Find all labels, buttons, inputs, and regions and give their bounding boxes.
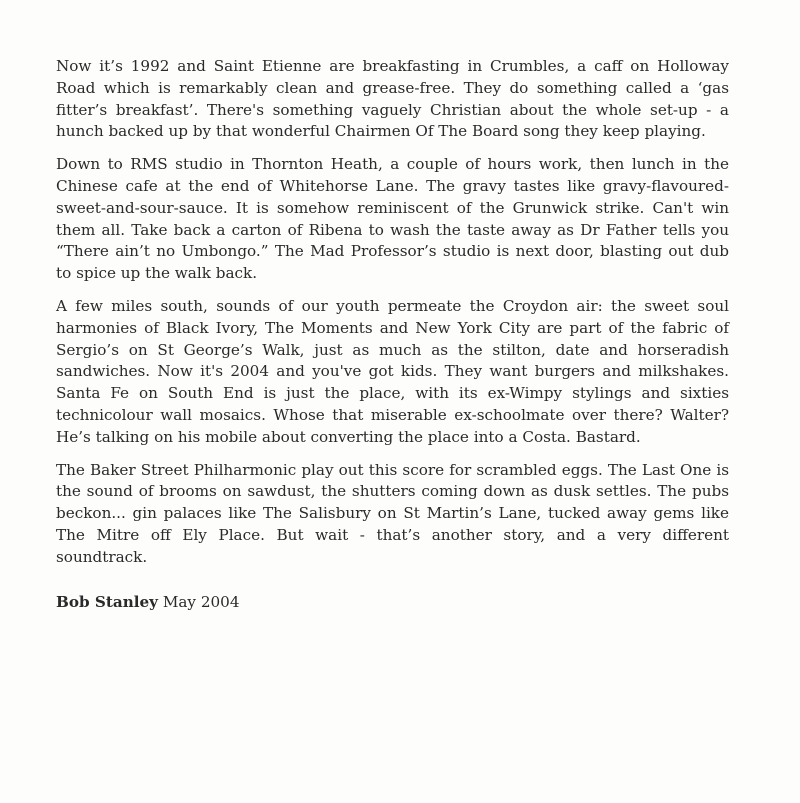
paragraph-baker-street: The Baker Street Philharmonic play out this score for scrambled eggs. The Last One is the sound of brooms on sawdust, the shutters coming down as dusk settles. The pubs beckon... gin palaces like The Salisbury on St Martin’s Lane, tucked away gems like The Mitre off Ely Place. But wait - that’s another story, and a very different soundtrack. (56, 460, 729, 566)
signature-date: May 2004 (162, 592, 240, 611)
author-name: Bob Stanley (56, 592, 158, 611)
liner-notes-page (56, 56, 729, 613)
paragraph-croydon: A few miles south, sounds of our youth permeate the Croydon air: the sweet soul harmonies of Black Ivory, The Moments and New York City are part of the fabric of Sergio’s on St George’s Walk, just as much as the stilton, date and horseradish sandwiches. Now it's 2004 and you've got kids. They want burgers and milkshakes. Santa Fe on South End is just the place, with its ex-Wimpy stylings and sixties technicolour wall mosaics. Whose that miserable ex-schoolmate over there? Walter? He’s talking on his mobile about converting the place into a Costa. Bastard. (56, 296, 729, 446)
paragraph-crumbles: Now it’s 1992 and Saint Etienne are breakfasting in Crumbles, a caff on Holloway Road which is remarkably clean and grease-free. They do something called a ‘gas fitter’s breakfast’. There's something vaguely Christian about the whole set-up - a hunch backed up by that wonderful Chairmen Of The Board song they keep playing. (56, 57, 729, 141)
paragraph-rms-studio: Down to RMS studio in Thornton Heath, a couple of hours work, then lunch in the Chinese cafe at the end of Whitehorse Lane. The gravy tastes like gravy-flavoured-sweet-and-sour-sauce. It is somehow reminiscent of the Grunwick strike. Can't win them all. Take back a carton of Ribena to wash the taste away as Dr Father tells you “There ain’t no Umbongo.” The Mad Professor’s studio is next door, blasting out dub to spice up the walk back. (56, 155, 729, 283)
signature (56, 592, 729, 614)
